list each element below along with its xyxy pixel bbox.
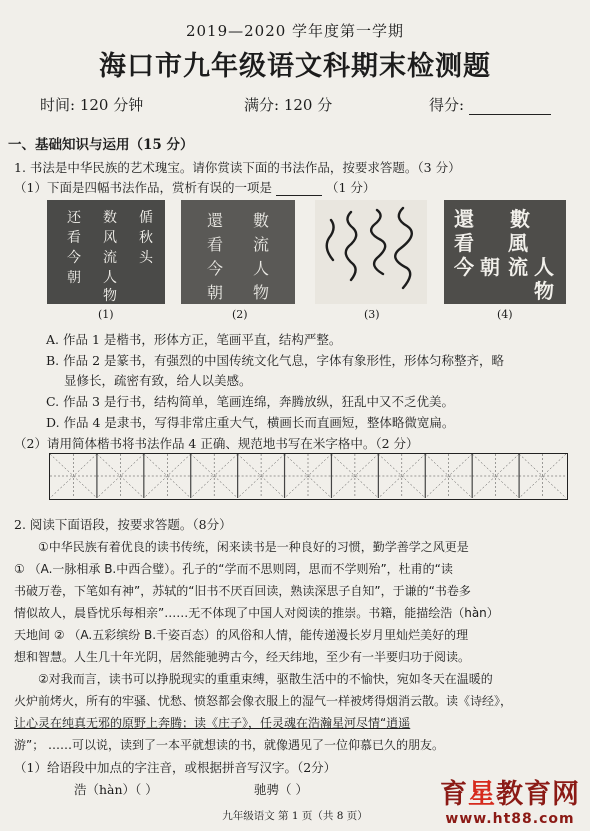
- passage-line: 书破万卷，下笔如有神”，苏轼的“旧书不厌百回读，熟读深思子自知”，于谦的“书卷多: [14, 584, 471, 598]
- svg-text:看: 看: [454, 231, 474, 255]
- passage-line: 游”； ……可以说，读到了一本平就想读的书，就像遇见了一位仰慕已久的朋友。: [14, 738, 445, 752]
- calligraphy-caoshu-image: [315, 200, 427, 304]
- passage-line: ① （A.一脉相承 B.中西合璧）。孔子的“学而不思则罔，思而不学则殆”，杜甫的“读: [14, 562, 453, 576]
- section-heading: 一、基础知识与运用（15 分）: [8, 137, 194, 153]
- score-field: [429, 94, 551, 115]
- svg-text:物: 物: [103, 288, 117, 304]
- passage-line: 情似故人，晨昏忧乐每相亲”……无不体现了中国人对阅读的推崇。书籍，能描绘浩（hàn）: [14, 606, 499, 620]
- svg-text:朝: 朝: [67, 270, 81, 286]
- svg-text:人: 人: [534, 255, 554, 279]
- calligraphy-work-4: [444, 200, 566, 304]
- calligraphy-zhuanshu-image: [181, 200, 295, 304]
- exam-time: 时间: 120 分钟: [40, 96, 144, 114]
- svg-text:今: 今: [207, 259, 224, 278]
- option-d: D. 作品 4 是隶书，写得非常庄重大气，横画长而直画短，整体略微宽扁。: [46, 415, 455, 430]
- mizi-writing-grid[interactable]: [49, 453, 568, 500]
- watermark-name: 育星教育网: [440, 779, 580, 810]
- svg-text:數: 數: [253, 211, 270, 230]
- passage-line: 让心灵在纯真无邪的原野上奔腾；读《庄子》，任灵魂在浩瀚星河尽情“逍遥: [14, 716, 411, 730]
- option-b: B. 作品 2 是篆书，有强烈的中国传统文化气息，字体有象形性，形体匀称整齐，略: [46, 353, 505, 368]
- q1-answer-blank[interactable]: [276, 184, 322, 196]
- watermark-url: www.ht88.com: [445, 811, 575, 827]
- q1-sub1-score: （1 分）: [325, 180, 376, 195]
- option-c: C. 作品 3 是行书，结构简单，笔画连绵，奔腾放纵，狂乱中又不乏优美。: [46, 394, 454, 409]
- passage-line: ①中华民族有着优良的读书传统，闲来读书是一种良好的习惯，勤学善学之风更是: [38, 540, 469, 554]
- work-caption-2: (2): [232, 308, 248, 321]
- passage-line: 想和智慧。人生几十年光阴，居然能驰骋古今，经天纬地，至少有一半要归功于阅读。: [14, 650, 471, 664]
- svg-text:今: 今: [454, 255, 474, 279]
- svg-text:今: 今: [67, 250, 81, 266]
- full-score: 满分: 120 分: [244, 96, 333, 114]
- exam-title: 海口市九年级语文科期末检测题: [99, 51, 491, 82]
- svg-text:看: 看: [207, 235, 224, 254]
- svg-text:朝: 朝: [480, 255, 500, 279]
- svg-text:风: 风: [103, 230, 117, 246]
- svg-text:朝: 朝: [207, 283, 224, 302]
- svg-text:还: 还: [67, 210, 81, 226]
- option-a: A. 作品 1 是楷书，形体方正，笔画平直，结构严整。: [46, 332, 342, 347]
- calligraphy-kaishu-image: [47, 200, 165, 304]
- score-blank[interactable]: [469, 101, 551, 115]
- calligraphy-work-2: [181, 200, 295, 304]
- page-footer: 九年级语文 第 1 页（共 8 页）: [222, 810, 368, 822]
- school-year: 2019—2020 学年度第一学期: [185, 22, 405, 40]
- svg-text:秋: 秋: [139, 230, 153, 246]
- q1-sub1: [14, 178, 375, 196]
- svg-text:数: 数: [103, 210, 117, 226]
- svg-text:數: 數: [510, 207, 530, 231]
- work-caption-3: (3): [364, 308, 380, 321]
- svg-text:風: 風: [508, 231, 528, 255]
- work-caption-1: (1): [98, 308, 114, 321]
- q1-prompt: 1. 书法是中华民族的艺术瑰宝。请你赏读下面的书法作品，按要求答题。（3 分）: [14, 160, 461, 175]
- q1-sub2: （2）请用简体楷书将书法作品 4 正确、规范地书写在米字格中。（2 分）: [14, 436, 419, 451]
- option-b-cont: 显修长，疏密有致，给人以美感。: [64, 373, 252, 388]
- q1-sub1-text: （1）下面是四幅书法作品，赏析有误的一项是: [14, 180, 272, 195]
- pinyin-fill-1[interactable]: 浩（hàn）（ ）: [74, 782, 158, 797]
- svg-text:物: 物: [253, 283, 270, 302]
- watermark-logo: [440, 772, 580, 827]
- calligraphy-work-3: [315, 200, 427, 304]
- svg-text:流: 流: [253, 235, 270, 254]
- work-caption-4: (4): [497, 308, 513, 321]
- passage-line: 天地间 ② （A.五彩缤纷 B.千姿百态）的风俗和人情，能传递漫长岁月里灿烂美好的理: [14, 628, 469, 642]
- svg-text:看: 看: [67, 230, 81, 246]
- calligraphy-lishu-image: [444, 200, 566, 304]
- svg-text:人: 人: [253, 259, 270, 278]
- passage-line: ②对我而言，读书可以挣脱现实的重重束缚，驱散生活中的不愉快，宛如冬天在温暖的: [38, 672, 493, 686]
- passage-line: 火炉前烤火，所有的牢骚、忧愁、愤怒都会像衣服上的湿气一样被烤得烟消云散。读《诗经》，: [14, 694, 513, 708]
- svg-text:還: 還: [207, 211, 224, 230]
- pinyin-fill-2[interactable]: 驰骋（ ）: [254, 782, 308, 797]
- mizi-grid-lines: [50, 454, 566, 498]
- svg-text:還: 還: [454, 207, 474, 231]
- svg-text:人: 人: [103, 270, 117, 286]
- score-label: 得分:: [429, 96, 465, 114]
- svg-text:流: 流: [508, 255, 528, 279]
- calligraphy-work-1: [47, 200, 165, 304]
- q2-prompt: 2. 阅读下面语段，按要求答题。（8分）: [14, 517, 232, 532]
- svg-text:流: 流: [103, 250, 117, 266]
- svg-text:头: 头: [139, 250, 153, 266]
- svg-text:偱: 偱: [139, 210, 153, 226]
- q2-sub1: （1）给语段中加点的字注音，或根据拼音写汉字。（2分）: [14, 760, 337, 775]
- svg-text:物: 物: [534, 279, 554, 303]
